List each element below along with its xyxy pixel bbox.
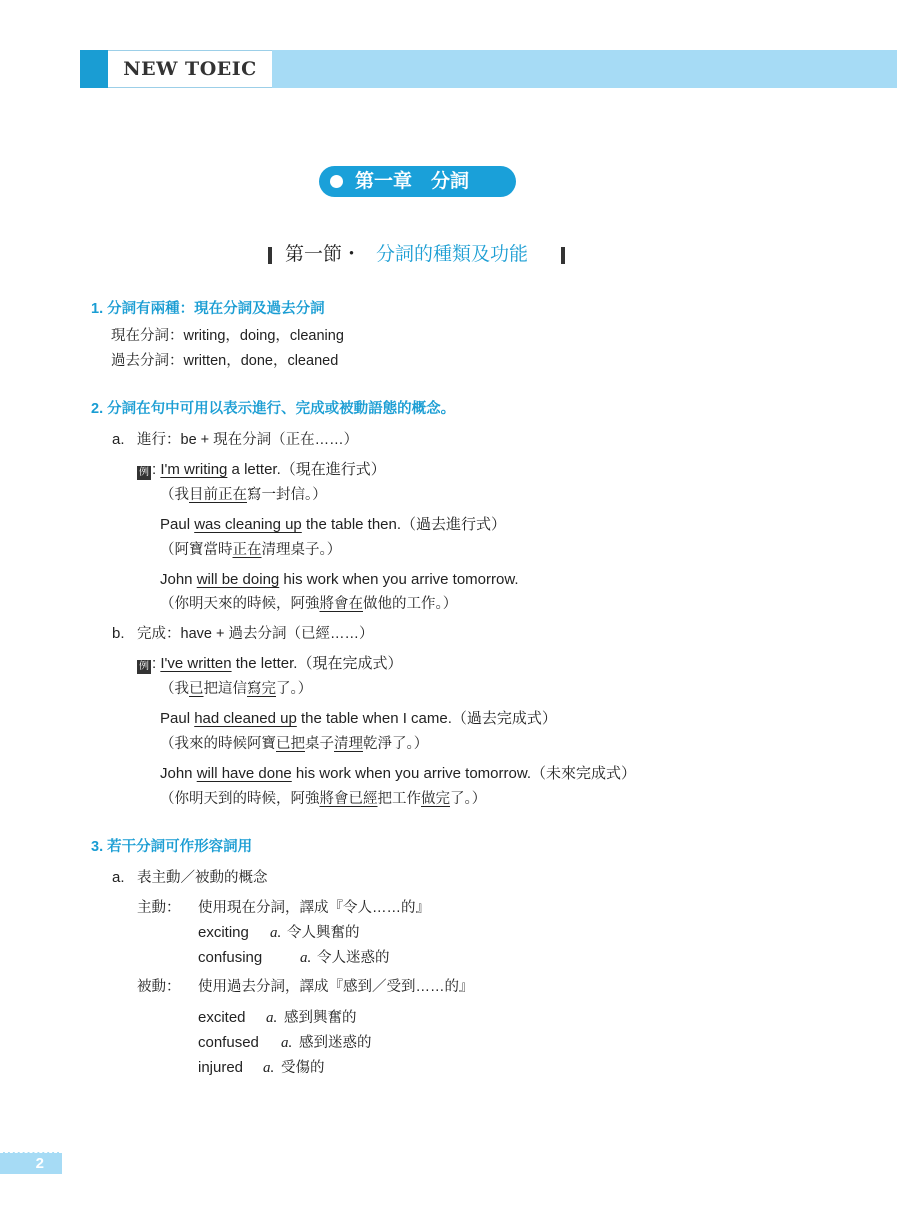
zh-part: 把工作 [377, 791, 421, 807]
example-underlined: will be doing [196, 571, 280, 588]
example-translation [160, 485, 327, 505]
vocab-meaning: 感到迷惑的 [299, 1035, 372, 1051]
example-line: 例 : I'm writing a letter.（現在進行式） [139, 461, 386, 478]
point1-heading: 1. 分詞有兩種：現在分詞及過去分詞 [91, 301, 325, 317]
zh-part: 把這信 [203, 681, 247, 697]
active-desc: 使用現在分詞，譯成『令人……的』 [198, 900, 430, 916]
example-underlined: had cleaned up [194, 710, 297, 727]
vocab-pos: a. [270, 925, 282, 941]
example-icon: 例 [139, 467, 149, 478]
zh-part: 清理桌子。） [261, 542, 342, 558]
zh-part: （你明天來的時候，阿強 [160, 596, 320, 612]
example-icon: 例 [139, 661, 149, 672]
example-underlined: will have done [196, 765, 292, 782]
example-text: the table when I came.（過去完成式） [296, 710, 557, 727]
vocab-meaning: 令人迷惑的 [317, 950, 390, 966]
zh-part: 寫一封信。） [247, 487, 327, 503]
chapter-title: 第一章 分詞 [355, 171, 470, 192]
example-underlined: was cleaning up [194, 516, 302, 533]
passive-desc: 使用過去分詞，譯成『感到／受到……的』 [198, 979, 474, 995]
header-title: NEW TOEIC [123, 58, 257, 80]
example-text: a letter.（現在進行式） [227, 461, 386, 478]
zh-underlined: 已 [189, 681, 204, 697]
header-accent [80, 50, 108, 88]
zh-part: （我 [160, 681, 189, 697]
point3-a-label: a. [112, 869, 125, 886]
vocab-meaning: 令人興奮的 [287, 925, 360, 941]
example-text: his work when you arrive tomorrow. [279, 571, 519, 588]
example-translation [160, 679, 312, 699]
vocab-word: confused [198, 1034, 259, 1051]
vocab-meaning: 受傷的 [281, 1060, 325, 1076]
zh-part: 乾淨了。） [363, 736, 429, 752]
active-label: 主動： [137, 900, 181, 916]
example-line [160, 515, 506, 535]
point1-present: 現在分詞：writing，doing，cleaning [111, 328, 344, 344]
zh-underlined: 將會已經 [319, 791, 378, 807]
point3-heading: 3. 若干分詞可作形容詞用 [91, 839, 253, 855]
zh-underlined: 寫完 [247, 681, 276, 697]
zh-underlined: 做完 [421, 791, 450, 807]
zh-part: 了。） [276, 681, 313, 697]
example-text: Paul [160, 516, 195, 533]
point2-b-text: 完成：have + 過去分詞（已經……） [137, 626, 374, 642]
example-text: the letter.（現在完成式） [231, 655, 403, 672]
zh-underlined: 目前正在 [189, 487, 247, 503]
example-text: Paul [160, 710, 195, 727]
vocab-meaning: 感到興奮的 [284, 1010, 357, 1026]
zh-part: （阿寶當時 [160, 542, 233, 558]
example-translation [160, 789, 486, 809]
page-number-text: 2 [35, 1155, 44, 1172]
zh-part: （我 [160, 487, 189, 503]
zh-underlined: 將會在 [319, 596, 363, 612]
point2-heading: 2. 分詞在句中可用以表示進行、完成或被動語態的概念。 [91, 401, 456, 417]
vocab-pos: a. [300, 950, 312, 966]
example-line [160, 709, 557, 729]
section-title: 分詞的種類及功能 [376, 244, 529, 265]
point2-a-text: 進行：be + 現在分詞（正在……） [137, 432, 359, 448]
point2-b-label: b. [112, 625, 125, 642]
example-line [160, 764, 636, 784]
point3-a-text: 表主動／被動的概念 [137, 870, 268, 886]
vocab-word: confusing [198, 949, 263, 966]
example-underlined: I'm writing [160, 461, 228, 478]
page-number [0, 1152, 62, 1174]
vocab-pos: a. [281, 1035, 293, 1051]
zh-part: （你明天到的時候，阿強 [160, 791, 320, 807]
vocab-pos: a. [266, 1010, 278, 1026]
example-translation [160, 540, 341, 560]
point1-past: 過去分詞：written，done，cleaned [111, 353, 339, 369]
example-text: John [160, 765, 197, 782]
example-text: John [160, 571, 197, 588]
example-text: his work when you arrive tomorrow.（未來完成式） [291, 765, 637, 782]
zh-underlined: 正在 [232, 542, 262, 558]
example-text: the table then.（過去進行式） [301, 516, 507, 533]
example-line [160, 570, 519, 590]
point2-a-label: a. [112, 431, 125, 448]
zh-part: 了。） [450, 791, 487, 807]
zh-part: 桌子 [305, 736, 334, 752]
example-line: 例 : I've written the letter.（現在完成式） [139, 655, 403, 672]
section-bar-left [268, 247, 272, 264]
section-prefix: 第一節・ [285, 244, 362, 265]
zh-part: （我來的時候阿寶 [160, 736, 276, 752]
vocab-word: injured [198, 1059, 244, 1076]
zh-underlined: 已把 [276, 736, 305, 752]
example-underlined: I've written [160, 655, 232, 672]
example-translation [160, 594, 457, 614]
vocab-word: excited [198, 1009, 246, 1026]
section-bar-right [561, 247, 565, 264]
bullet-dot-icon [330, 175, 343, 188]
vocab-word: exciting [198, 924, 249, 941]
passive-label: 被動： [137, 979, 181, 995]
zh-underlined: 清理 [334, 736, 363, 752]
vocab-pos: a. [263, 1060, 275, 1076]
example-translation [160, 734, 428, 754]
zh-part: 做他的工作。） [363, 596, 458, 612]
